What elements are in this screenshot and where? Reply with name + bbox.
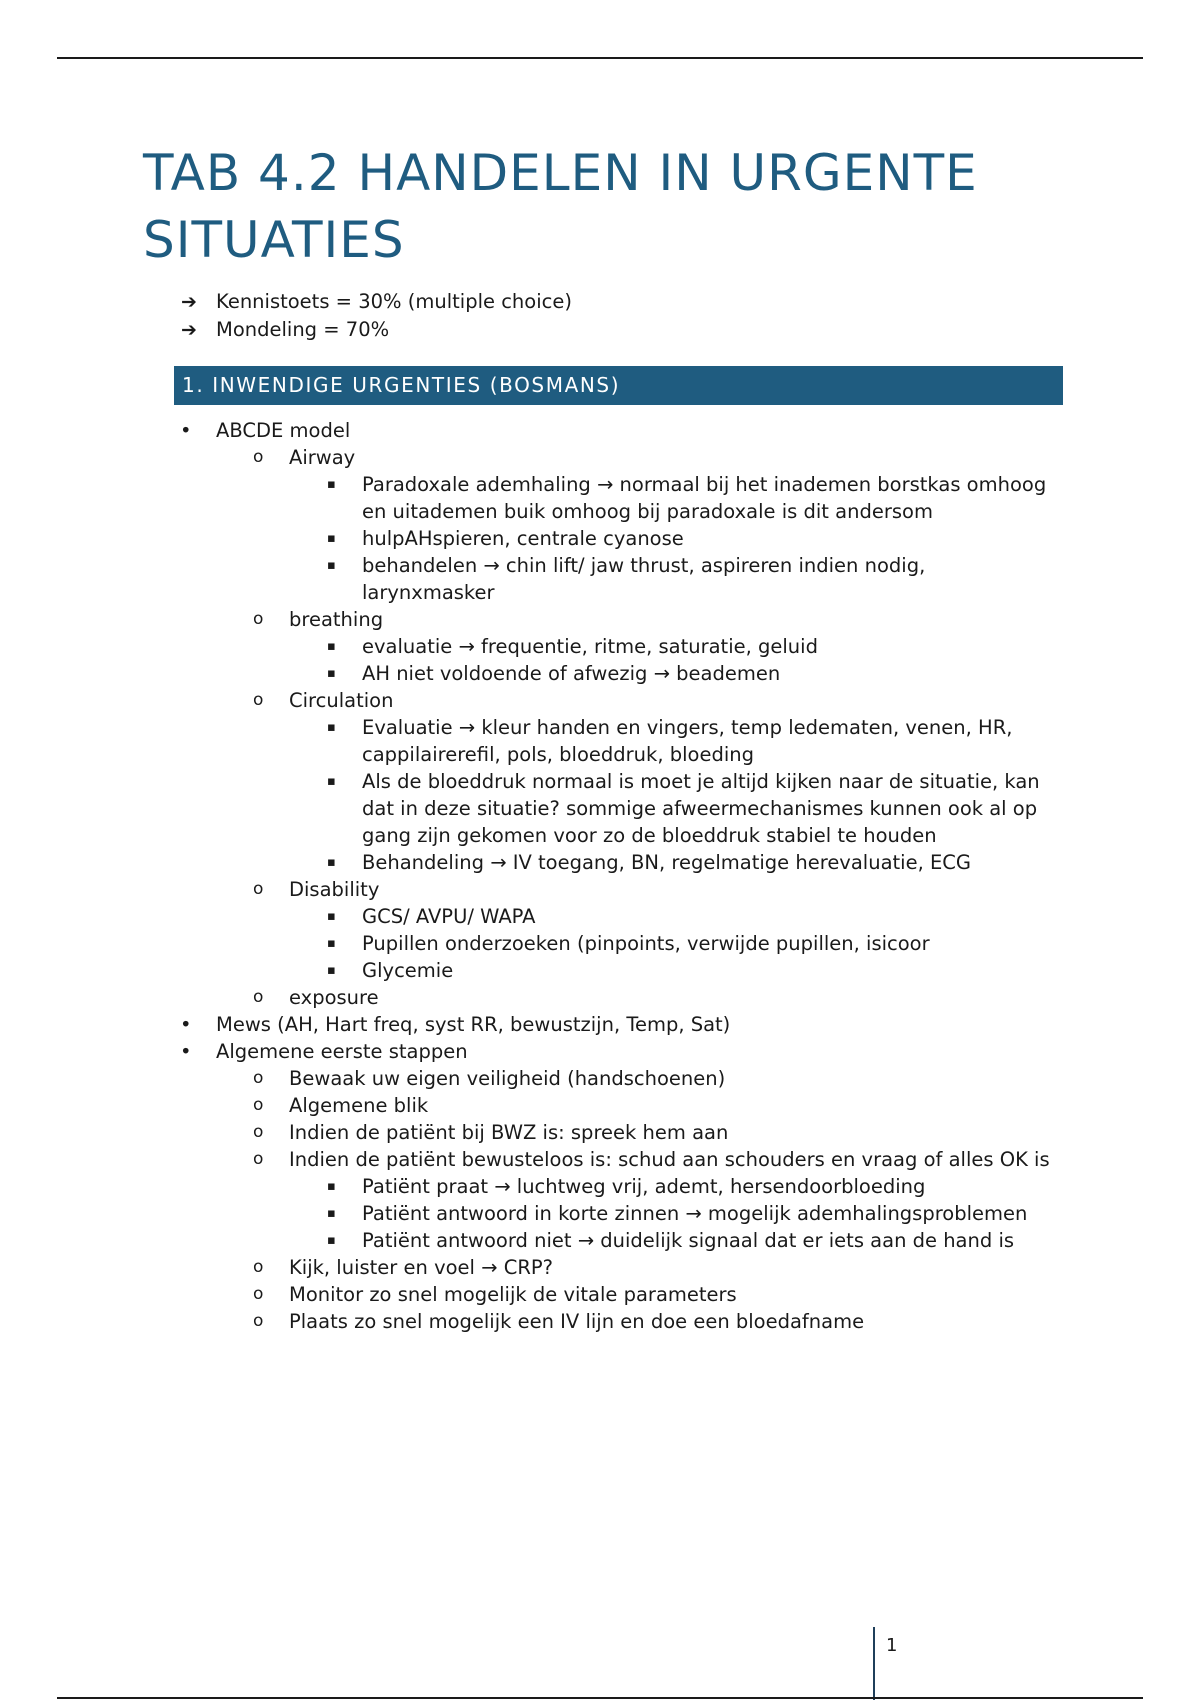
- list-item: [289, 525, 1063, 552]
- list-item-text: behandelen → chin lift/ jaw thrust, aspireren indien nodig, larynxmasker: [362, 554, 926, 604]
- arrow-icon: ➔: [181, 291, 197, 313]
- circle-bullet-icon: o: [253, 879, 264, 899]
- sub-sub-list: [289, 633, 1063, 687]
- list-item: [289, 957, 1063, 984]
- outline-list: [143, 417, 1063, 1335]
- list-item-text: Pupillen onderzoeken (pinpoints, verwijde pupillen, isicoor: [362, 932, 930, 955]
- square-bullet-icon: ▪: [327, 1206, 336, 1221]
- list-item: [289, 660, 1063, 687]
- list-item: [143, 1011, 1063, 1038]
- summary-list: [143, 288, 1063, 344]
- circle-bullet-icon: o: [253, 1149, 264, 1169]
- list-item: [216, 444, 1063, 606]
- list-item: [143, 1038, 1063, 1335]
- list-item: [289, 1200, 1063, 1227]
- circle-bullet-icon: o: [253, 1095, 264, 1115]
- square-bullet-icon: ▪: [327, 558, 336, 573]
- summary-item-text: Kennistoets = 30% (multiple choice): [216, 290, 572, 313]
- list-item-text: exposure: [289, 986, 379, 1009]
- square-bullet-icon: ▪: [327, 720, 336, 735]
- list-item-text: breathing: [289, 608, 384, 631]
- list-item: [289, 903, 1063, 930]
- circle-bullet-icon: o: [253, 690, 264, 710]
- list-item: [289, 849, 1063, 876]
- list-item-text: Behandeling → IV toegang, BN, regelmatige herevaluatie, ECG: [362, 851, 972, 874]
- list-item: [289, 1227, 1063, 1254]
- list-item-text: evaluatie → frequentie, ritme, saturatie, geluid: [362, 635, 818, 658]
- bullet-icon: •: [180, 1013, 192, 1036]
- list-item: [289, 552, 1063, 606]
- list-item-text: Patiënt antwoord in korte zinnen → mogelijk ademhalingsproblemen: [362, 1202, 1028, 1225]
- list-item-text: AH niet voldoende of afwezig → beademen: [362, 662, 781, 685]
- list-item-text: Mews (AH, Hart freq, syst RR, bewustzijn, Temp, Sat): [216, 1013, 731, 1036]
- list-item: [216, 606, 1063, 687]
- bullet-icon: •: [180, 1040, 192, 1063]
- list-item-text: Als de bloeddruk normaal is moet je altijd kijken naar de situatie, kan dat in deze situatie? sommige afweermechanismes kunnen ook al op gang zijn gekomen voor zo de bloeddruk stabiel te houden: [362, 770, 1040, 847]
- square-bullet-icon: ▪: [327, 531, 336, 546]
- sub-sub-list: [289, 471, 1063, 606]
- sub-sub-list: [289, 714, 1063, 876]
- circle-bullet-icon: o: [253, 1122, 264, 1142]
- page-number: 1: [886, 1635, 898, 1656]
- page-number-divider: [873, 1627, 875, 1700]
- list-item: [289, 714, 1063, 768]
- square-bullet-icon: ▪: [327, 639, 336, 654]
- list-item: [289, 930, 1063, 957]
- list-item: [216, 1092, 1063, 1119]
- sub-sub-list: [289, 1173, 1063, 1254]
- document-title: TAB 4.2 HANDELEN IN URGENTE SITUATIES: [143, 144, 978, 269]
- sub-list: [216, 1065, 1063, 1335]
- list-item: [289, 768, 1063, 849]
- sub-sub-list: [289, 903, 1063, 984]
- circle-bullet-icon: o: [253, 987, 264, 1007]
- list-item-text: Algemene blik: [289, 1094, 429, 1117]
- square-bullet-icon: ▪: [327, 936, 336, 951]
- list-item: [216, 687, 1063, 876]
- section-heading: 1. INWENDIGE URGENTIES (BOSMANS): [174, 366, 1063, 405]
- bullet-icon: •: [180, 419, 192, 442]
- circle-bullet-icon: o: [253, 1311, 264, 1331]
- square-bullet-icon: ▪: [327, 963, 336, 978]
- list-item: [289, 633, 1063, 660]
- square-bullet-icon: ▪: [327, 666, 336, 681]
- summary-item: [143, 316, 1063, 344]
- circle-bullet-icon: o: [253, 1068, 264, 1088]
- list-item: [216, 1065, 1063, 1092]
- list-item: [216, 1308, 1063, 1335]
- circle-bullet-icon: o: [253, 1284, 264, 1304]
- list-item: [216, 984, 1063, 1011]
- list-item: [216, 876, 1063, 984]
- list-item-text: Bewaak uw eigen veiligheid (handschoenen): [289, 1067, 726, 1090]
- square-bullet-icon: ▪: [327, 1179, 336, 1194]
- list-item: [216, 1281, 1063, 1308]
- list-item: [216, 1146, 1063, 1254]
- list-item: [289, 1173, 1063, 1200]
- list-item-text: Monitor zo snel mogelijk de vitale parameters: [289, 1283, 737, 1306]
- list-item-text: hulpAHspieren, centrale cyanose: [362, 527, 684, 550]
- list-item-text: Algemene eerste stappen: [216, 1040, 468, 1063]
- circle-bullet-icon: o: [253, 447, 264, 467]
- list-item-text: Indien de patiënt bij BWZ is: spreek hem aan: [289, 1121, 729, 1144]
- list-item-text: Patiënt antwoord niet → duidelijk signaal dat er iets aan de hand is: [362, 1229, 1015, 1252]
- list-item: [143, 417, 1063, 1011]
- summary-item-text: Mondeling = 70%: [216, 318, 390, 341]
- circle-bullet-icon: o: [253, 609, 264, 629]
- square-bullet-icon: ▪: [327, 909, 336, 924]
- top-rule: [57, 57, 1143, 59]
- list-item: [289, 471, 1063, 525]
- square-bullet-icon: ▪: [327, 477, 336, 492]
- list-item-text: Patiënt praat → luchtweg vrij, ademt, hersendoorbloeding: [362, 1175, 926, 1198]
- circle-bullet-icon: o: [253, 1257, 264, 1277]
- list-item: [216, 1254, 1063, 1281]
- square-bullet-icon: ▪: [327, 1233, 336, 1248]
- square-bullet-icon: ▪: [327, 855, 336, 870]
- list-item-text: Paradoxale ademhaling → normaal bij het inademen borstkas omhoog en uitademen buik omhoog bij paradoxale is dit andersom: [362, 473, 1047, 523]
- list-item-text: Evaluatie → kleur handen en vingers, temp ledematen, venen, HR, cappilairerefil, pols, bloeddruk, bloeding: [362, 716, 1013, 766]
- list-item: [216, 1119, 1063, 1146]
- list-item-text: Airway: [289, 446, 356, 469]
- list-item-text: ABCDE model: [216, 419, 351, 442]
- square-bullet-icon: ▪: [327, 774, 336, 789]
- bottom-rule: [57, 1697, 1143, 1699]
- sub-list: [216, 444, 1063, 1011]
- list-item-text: GCS/ AVPU/ WAPA: [362, 905, 536, 928]
- list-item-text: Circulation: [289, 689, 394, 712]
- document-body: [143, 140, 1063, 1335]
- list-item-text: Plaats zo snel mogelijk een IV lijn en doe een bloedafname: [289, 1310, 865, 1333]
- list-item-text: Disability: [289, 878, 380, 901]
- arrow-icon: ➔: [181, 319, 197, 341]
- list-item-text: Kijk, luister en voel → CRP?: [289, 1256, 553, 1279]
- list-item-text: Glycemie: [362, 959, 454, 982]
- list-item-text: Indien de patiënt bewusteloos is: schud aan schouders en vraag of alles OK is: [289, 1148, 1050, 1171]
- summary-item: [143, 288, 1063, 316]
